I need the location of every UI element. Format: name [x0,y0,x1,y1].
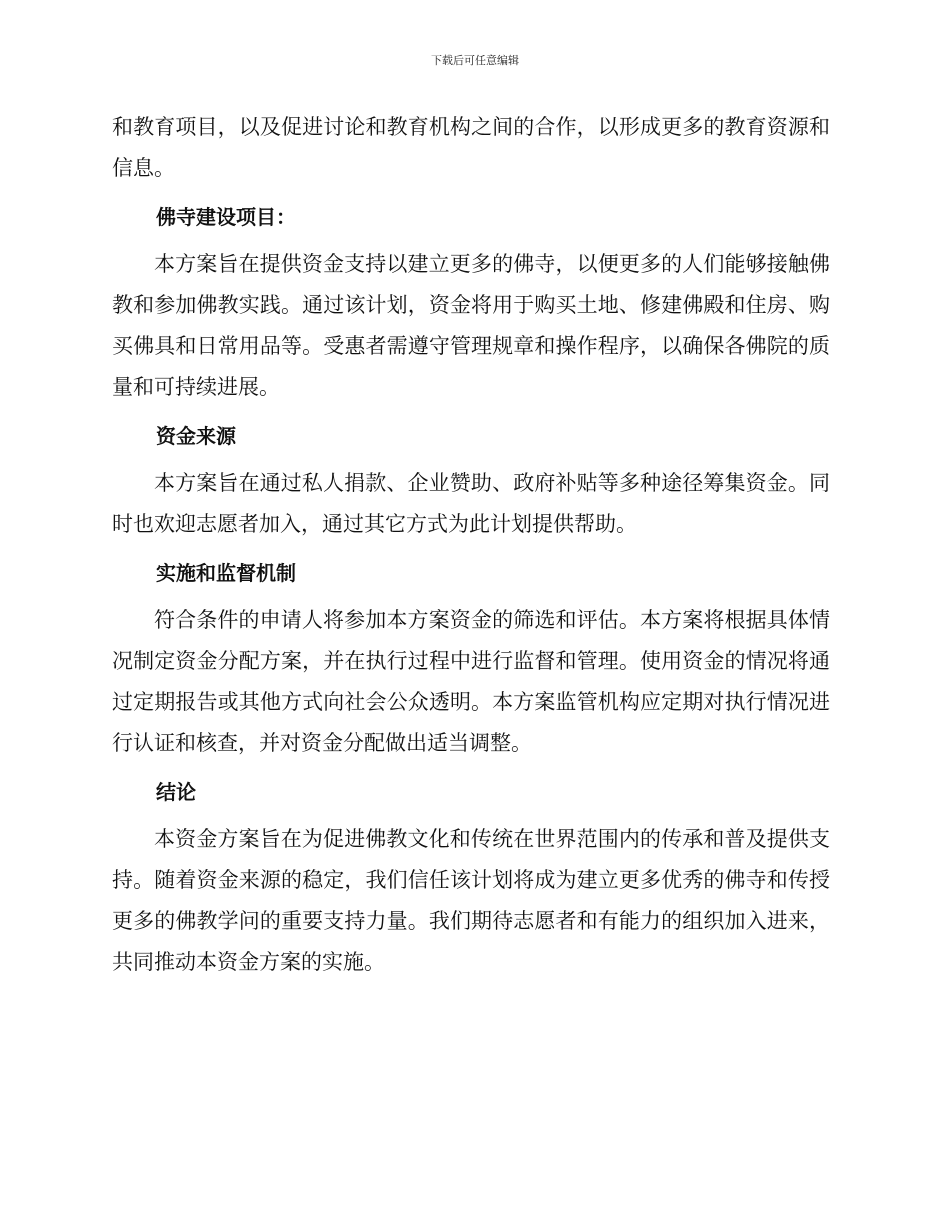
section-heading-funding-source: 资金来源 [156,424,236,448]
section-heading-temple-construction: 佛寺建设项目： [156,205,296,229]
section-body-conclusion: 本资金方案旨在为促进佛教文化和传统在世界范围内的传承和普及提供支持。随着资金来源的稳定，我们信任该计划将成为建立更多优秀的佛寺和传授更多的佛教学问的重要支持力量。我们期待志愿者和有能力的组织加入进来，共同推动本资金方案的实施。 [112,827,830,974]
section-heading-implementation: 实施和监督机制 [156,561,296,585]
page-header: 下载后可任意编辑 [431,54,519,67]
document-body [112,107,830,983]
section-body-temple-construction: 本方案旨在提供资金支持以建立更多的佛寺，以便更多的人们能够接触佛教和参加佛教实践。通过该计划，资金将用于购买土地、修建佛殿和住房、购买佛具和日常用品等。受惠者需遵守管理规章和操作程序，以确保各佛院的质量和可持续进展。 [112,252,830,399]
section-heading-conclusion: 结论 [156,780,196,804]
intro-paragraph: 和教育项目，以及促进讨论和教育机构之间的合作，以形成更多的教育资源和信息。 [112,115,830,180]
section-body-implementation: 符合条件的申请人将参加本方案资金的筛选和评估。本方案将根据具体情况制定资金分配方案，并在执行过程中进行监督和管理。使用资金的情况将通过定期报告或其他方式向社会公众透明。本方案监管机构应定期对执行情况进行认证和核查，并对资金分配做出适当调整。 [112,608,830,755]
section-body-funding-source: 本方案旨在通过私人捐款、企业赞助、政府补贴等多种途径筹集资金。同时也欢迎志愿者加入，通过其它方式为此计划提供帮助。 [112,471,830,536]
